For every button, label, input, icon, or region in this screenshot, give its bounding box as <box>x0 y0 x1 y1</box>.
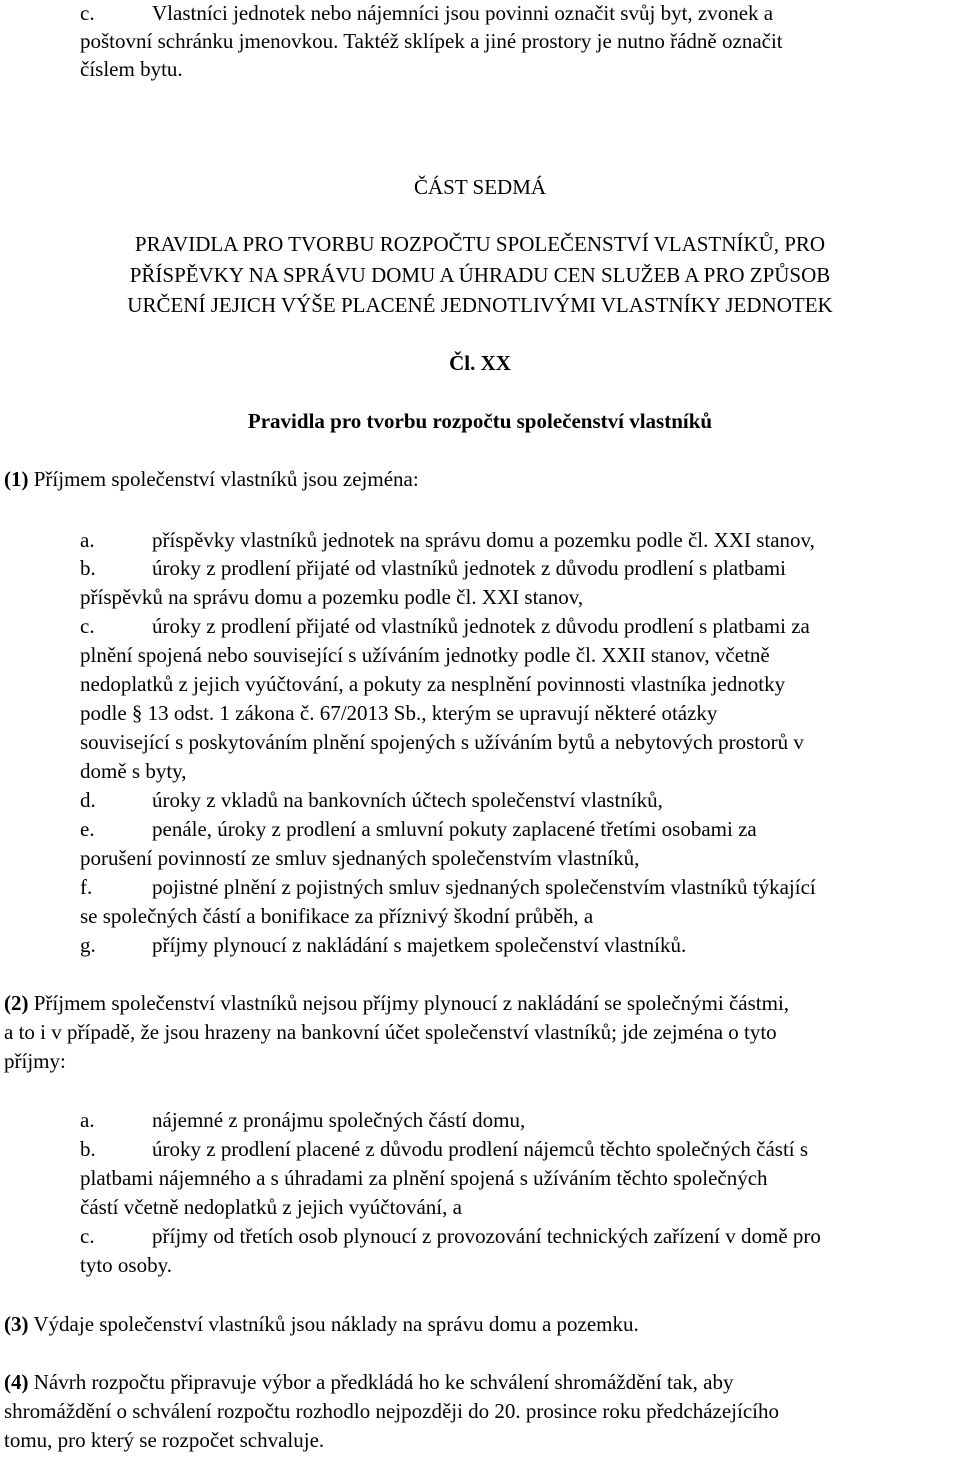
paragraph-number: (2) <box>4 991 29 1015</box>
list-item-text: nájemné z pronájmu společných částí domu, <box>152 1108 526 1132</box>
paragraph-text: Příjmem společenství vlastníků jsou zejména: <box>28 467 419 491</box>
paragraph-text: Příjmem společenství vlastníků nejsou příjmy plynoucí z nakládání se společnými částmi, <box>28 991 790 1015</box>
list-item-text: plnění spojená nebo související s užíváním jednotky podle čl. XXII stanov, včetně <box>80 643 770 667</box>
list-item-text: související s poskytováním plnění spojených s užíváním bytů a nebytových prostorů v <box>80 730 804 754</box>
list-item-text: číslem bytu. <box>80 57 183 81</box>
part-title: PRAVIDLA PRO TVORBU ROZPOČTU SPOLEČENSTVÍ VLASTNÍKŮ, PRO <box>134 232 826 256</box>
list-item-text: podle § 13 odst. 1 zákona č. 67/2013 Sb., kterým se upravují některé otázky <box>80 701 718 725</box>
list-item-text: úroky z prodlení přijaté od vlastníků jednotek z důvodu prodlení s platbami za <box>152 614 810 638</box>
list-label: a. <box>80 528 95 552</box>
article-title: Pravidla pro tvorbu rozpočtu společenství vlastníků <box>247 409 713 433</box>
paragraph-2 <box>4 990 789 1016</box>
list-label: a. <box>80 1108 95 1132</box>
paragraph-number: (1) <box>4 467 29 491</box>
list-item-text: částí včetně nedoplatků z jejich vyúčtování, a <box>80 1195 462 1219</box>
paragraph-text: Výdaje společenství vlastníků jsou náklady na správu domu a pozemku. <box>28 1312 639 1336</box>
list-item-text: pojistné plnění z pojistných smluv sjednaných společenstvím vlastníků týkající <box>152 875 816 899</box>
list-item-text: penále, úroky z prodlení a smluvní pokuty zaplacené třetími osobami za <box>152 817 757 841</box>
paragraph-number: (4) <box>4 1370 29 1394</box>
list-item-text: nedoplatků z jejich vyúčtování, a pokuty za nesplnění povinnosti vlastníka jednotky <box>80 672 786 696</box>
paragraph-1 <box>4 466 419 492</box>
part-title: PŘÍSPĚVKY NA SPRÁVU DOMU A ÚHRADU CEN SLUŽEB A PRO ZPŮSOB <box>129 263 831 287</box>
list-item-text: domě s byty, <box>80 759 187 783</box>
list-item-text: poštovní schránku jmenovkou. Taktéž sklípek a jiné prostory je nutno řádně označit <box>80 29 783 53</box>
list-label: e. <box>80 817 95 841</box>
list-item-text: příspěvky vlastníků jednotek na správu domu a pozemku podle čl. XXI stanov, <box>152 528 815 552</box>
paragraph-4 <box>4 1369 734 1395</box>
list-label: c. <box>80 614 95 638</box>
list-item-text: porušení povinností ze smluv sjednaných společenstvím vlastníků, <box>80 846 640 870</box>
part-heading: ČÁST SEDMÁ <box>413 175 547 199</box>
list-item-text: příspěvků na správu domu a pozemku podle čl. XXI stanov, <box>80 585 584 609</box>
paragraph-3 <box>4 1311 639 1337</box>
paragraph-text: a to i v případě, že jsou hrazeny na bankovní účet společenství vlastníků; jde zejména o tyto <box>4 1020 777 1044</box>
list-item-text: Vlastníci jednotek nebo nájemníci jsou povinni označit svůj byt, zvonek a <box>152 1 774 25</box>
paragraph-text: příjmy: <box>4 1049 66 1073</box>
list-item-text: tyto osoby. <box>80 1253 172 1277</box>
list-label: f. <box>80 875 93 899</box>
list-label: c. <box>80 1224 95 1248</box>
paragraph-number: (3) <box>4 1312 29 1336</box>
article-number: Čl. XX <box>449 351 511 375</box>
list-item-text: platbami nájemného a s úhradami za plnění spojená s užíváním těchto společných <box>80 1166 768 1190</box>
list-label: d. <box>80 788 96 812</box>
paragraph-text: Návrh rozpočtu připravuje výbor a předkládá ho ke schválení shromáždění tak, aby <box>28 1370 734 1394</box>
list-item-text: úroky z prodlení přijaté od vlastníků jednotek z důvodu prodlení s platbami <box>152 556 786 580</box>
paragraph-text: tomu, pro který se rozpočet schvaluje. <box>4 1428 325 1452</box>
list-label: c. <box>80 1 95 25</box>
list-item-text: úroky z vkladů na bankovních účtech společenství vlastníků, <box>152 788 663 812</box>
list-item-text: úroky z prodlení placené z důvodu prodlení nájemců těchto společných částí s <box>152 1137 809 1161</box>
list-label: g. <box>80 933 96 957</box>
part-title: URČENÍ JEJICH VÝŠE PLACENÉ JEDNOTLIVÝMI VLASTNÍKY JEDNOTEK <box>127 293 833 317</box>
list-item-text: příjmy od třetích osob plynoucí z provozování technických zařízení v domě pro <box>152 1224 821 1248</box>
paragraph-text: shromáždění o schválení rozpočtu rozhodlo nejpozději do 20. prosince roku předcházejícího <box>4 1399 779 1423</box>
list-label: b. <box>80 556 96 580</box>
list-label: b. <box>80 1137 96 1161</box>
list-item-text: příjmy plynoucí z nakládání s majetkem společenství vlastníků. <box>152 933 687 957</box>
list-item-text: se společných částí a bonifikace za příznivý škodní průběh, a <box>80 904 594 928</box>
